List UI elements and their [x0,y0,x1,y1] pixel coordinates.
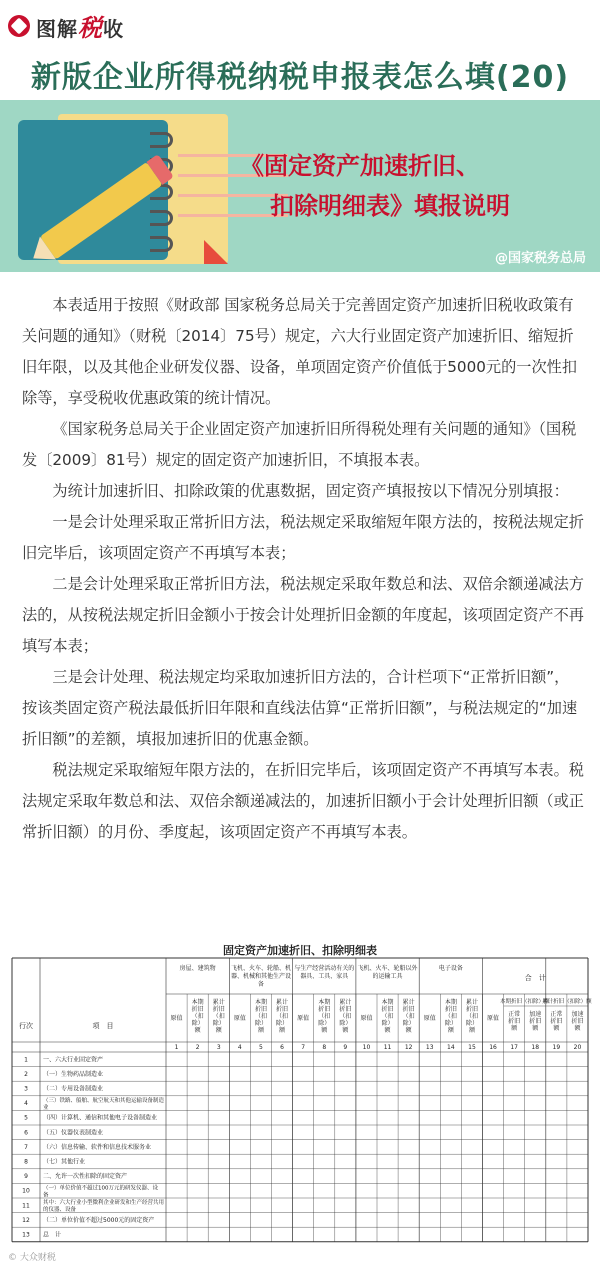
sub-current: （扣 [318,1013,331,1020]
sub-cumulative: （扣 [339,1013,352,1020]
depreciation-table [8,938,592,1258]
row-no: 3 [24,1085,28,1093]
total-group-header: 合 计 [524,974,546,982]
sub-cumulative: 额 [279,1027,286,1034]
col-item: 项 目 [92,1022,114,1030]
source-watermark: @国家税务总局 [494,251,586,266]
row-no: 7 [24,1143,28,1151]
sub-cumulative: （扣 [212,1013,225,1020]
sub-current: 本期 [254,999,267,1006]
sub-cumulative: （扣 [402,1013,415,1020]
paragraph: 《国家税务总局关于企业固定资产加速折旧所得税处理有关问题的通知》（国税发〔2009〕81号）规定的固定资产加速折旧，不填报本表。 [22,420,577,469]
sub-normal: 额 [511,1025,518,1032]
brand-logo-icon [8,15,30,37]
paragraph: 三是会计处理、税法规定均采取加速折旧方法的，合计栏项下“正常折旧额”，按该类固定资产税法最低折旧年限和直线法估算“正常折旧额”，与税法规定的“加速折旧额”的差额，填报加速折旧的优惠金额。 [22,668,578,748]
sub-cumulative: 折旧 [465,1006,478,1013]
row-item: （四）计算机、通信和其他电子设备制造业 [43,1114,158,1122]
page-title: 新版企业所得税纳税申报表怎么填(20) [30,60,570,95]
sub-normal: 正常 [508,1011,521,1018]
sub-current: 除） [381,1020,394,1027]
footer-watermark: © 大众财税 [8,1253,56,1263]
sub-original: 原值 [487,1015,500,1022]
col-number: 11 [383,1044,392,1051]
sub-cumulative: 除） [276,1020,289,1027]
col-number: 1 [174,1044,179,1051]
sub-accel: 额 [532,1025,539,1032]
sub-original: 原值 [297,1015,310,1022]
sub-current: 除） [191,1020,204,1027]
row-no: 6 [24,1129,28,1137]
sub-current: 折旧 [381,1006,394,1013]
sub-current: （扣 [254,1013,267,1020]
group-header: 器具、工具、家具 [300,973,349,980]
row-item: （五）仪器仪表制造业 [43,1129,104,1137]
col-number: 15 [468,1044,476,1051]
paragraph: 一是会计处理采取正常折旧方法，税法规定采取缩短年限方法的，按税法规定折旧完毕后，该项固定资产不再填写本表； [22,513,584,562]
sub-cumulative: 额 [342,1027,349,1034]
table-title: 固定资产加速折旧、扣除明细表 [223,944,377,957]
col-number: 6 [280,1044,284,1051]
group-header: 飞机、火车、轮船以外 [357,965,418,972]
col-number: 4 [237,1044,242,1051]
row-item: （一）生物药品制造业 [43,1070,104,1078]
sub-current: 本期 [444,999,457,1006]
total-current: 本期折旧（扣除）额 [499,999,550,1005]
sub-current: 额 [321,1027,328,1034]
row-no: 8 [24,1158,28,1166]
sub-current: 额 [257,1027,264,1034]
explanation-text [22,290,584,848]
col-number: 18 [531,1044,540,1051]
table-grid [8,956,592,1256]
row-item: （三）铁路、船舶、航空航天和其他运输设备制造 [43,1097,165,1104]
row-item: 的仪器、设备 [43,1207,77,1213]
sub-current: 额 [194,1027,201,1034]
row-item: （七）其他行业 [43,1158,86,1166]
sub-cumulative: 累计 [465,999,478,1006]
sub-cumulative: 额 [215,1027,222,1034]
col-number: 10 [362,1044,371,1051]
sub-current: 折旧 [191,1006,204,1013]
row-item: （二）专用设备制造业 [43,1085,104,1093]
row-item: 总 计 [43,1231,62,1239]
sub-cumulative: 折旧 [402,1006,415,1013]
header-banner [0,100,600,272]
sub-accel: 加速 [529,1011,542,1018]
col-number: 2 [195,1044,200,1051]
sub-original: 原值 [423,1015,436,1022]
sub-normal: 正常 [550,1011,563,1018]
sub-cumulative: 累计 [276,999,289,1006]
row-item: 一、六大行业固定资产 [43,1056,104,1064]
row-item: （一）单位价值不超过100万元的研发仪器、设 [43,1185,158,1192]
brand-name: 图解税收 [36,14,124,42]
row-no: 10 [22,1187,30,1195]
sub-normal: 折旧 [508,1018,521,1025]
total-cumulative: 累计折旧（扣除）额 [542,999,592,1005]
col-number: 12 [404,1044,413,1051]
sub-original: 原值 [170,1015,183,1022]
row-item: 其中：六大行业小型微利企业研发和生产经营共用 [43,1200,165,1206]
row-no: 1 [24,1056,28,1064]
sub-cumulative: 折旧 [339,1006,352,1013]
sub-current: 折旧 [254,1006,267,1013]
notebook-pencil-illustration [18,114,236,264]
sub-current: 本期 [381,999,394,1006]
row-no: 5 [24,1114,28,1122]
sub-current: 本期 [318,999,331,1006]
row-item: （二）单位价值不超过5000元的固定资产 [43,1216,155,1224]
sub-cumulative: 除） [465,1020,478,1027]
sub-current: （扣 [444,1013,457,1020]
brand-logo [8,8,124,43]
sub-cumulative: 折旧 [212,1006,225,1013]
sub-current: 除） [444,1020,457,1027]
row-item: 备 [43,1192,49,1199]
row-no: 12 [22,1216,30,1224]
sub-current: 除） [254,1020,267,1027]
sub-cumulative: 累计 [339,999,352,1006]
sub-cumulative: 折旧 [276,1006,289,1013]
col-number: 8 [322,1044,327,1051]
sub-current: 折旧 [444,1006,457,1013]
row-item: （六）信息传输、软件和信息技术服务业 [43,1143,152,1151]
sub-normal: 折旧 [550,1018,563,1025]
group-header: 电子设备 [438,965,463,972]
col-number: 19 [552,1044,561,1051]
group-header: 器、机械和其他生产设 [230,973,291,980]
sub-current: 额 [447,1027,454,1034]
col-number: 17 [510,1044,518,1051]
sub-accel: 加速 [571,1011,584,1018]
banner-title-line1: 《固定资产加速折旧、 [240,152,480,180]
sub-cumulative: 额 [468,1027,475,1034]
group-header: 飞机、火车、轮船、机 [230,965,291,972]
sub-current: 额 [384,1027,391,1034]
sub-cumulative: （扣 [465,1013,478,1020]
sub-current: 本期 [191,999,204,1006]
col-number: 7 [301,1044,306,1051]
row-no: 11 [22,1202,30,1210]
sub-cumulative: 除） [212,1020,225,1027]
paragraph: 二是会计处理采取正常折旧方法，税法规定采取年数总和法、双倍余额递减法方法的，从按税法规定折旧金额小于按会计处理折旧金额的年度起，该项固定资产不再填写本表； [22,575,584,655]
sub-original: 原值 [360,1015,373,1022]
row-item: 二、允许一次性扣除的固定资产 [43,1173,128,1181]
top-bar [0,0,600,44]
sub-accel: 折旧 [529,1018,542,1025]
group-header: 与生产经营活动有关的 [294,965,355,972]
col-number: 13 [425,1044,434,1051]
col-line-no: 行次 [19,1022,33,1030]
group-header: 备 [257,981,264,988]
col-number: 5 [259,1044,263,1051]
group-header: 的运输工具 [372,973,403,980]
sub-current: （扣 [191,1013,204,1020]
sub-cumulative: （扣 [276,1013,289,1020]
sub-current: 除） [318,1020,331,1027]
sub-original: 原值 [233,1015,246,1022]
row-no: 2 [24,1070,28,1078]
sub-current: （扣 [381,1013,394,1020]
col-number: 14 [447,1044,455,1051]
sub-normal: 额 [553,1025,560,1032]
paragraph: 为统计加速折旧、扣除政策的优惠数据，固定资产填报按以下情况分别填报： [52,482,569,500]
paragraph: 税法规定采取缩短年限方法的，在折旧完毕后，该项固定资产不再填写本表。税法规定采取年数总和法、双倍余额递减法的，加速折旧额小于会计处理折旧额（或正常折旧额）的月份、季度起，该项固定资产不再填写本表。 [22,761,584,841]
paragraph: 本表适用于按照《财政部 国家税务总局关于完善固定资产加速折旧税收政策有关问题的通知》（财税〔2014〕75号）规定，六大行业固定资产加速折旧、缩短折旧年限，以及其他企业研发仪器、设备，单项固定资产价值低于5000元的一次性扣除等，享受税收优惠政策的统计情况。 [22,296,578,407]
group-header: 房屋、建筑物 [179,965,216,972]
sub-cumulative: 累计 [212,999,225,1006]
sub-cumulative: 除） [339,1020,352,1027]
col-number: 16 [489,1044,497,1051]
sub-accel: 额 [574,1025,581,1032]
sub-cumulative: 除） [402,1020,415,1027]
banner-title-line2: 扣除明细表》填报说明 [270,192,510,220]
row-item: 业 [43,1104,49,1111]
col-number: 3 [216,1044,221,1051]
sub-current: 折旧 [318,1006,331,1013]
sub-cumulative: 累计 [402,999,415,1006]
banner-title [240,146,600,226]
sub-cumulative: 额 [405,1027,412,1034]
sub-accel: 折旧 [571,1018,584,1025]
row-no: 13 [22,1231,30,1239]
row-no: 9 [24,1173,28,1181]
row-no: 4 [24,1100,28,1108]
col-number: 20 [573,1044,582,1051]
col-number: 9 [343,1044,348,1051]
